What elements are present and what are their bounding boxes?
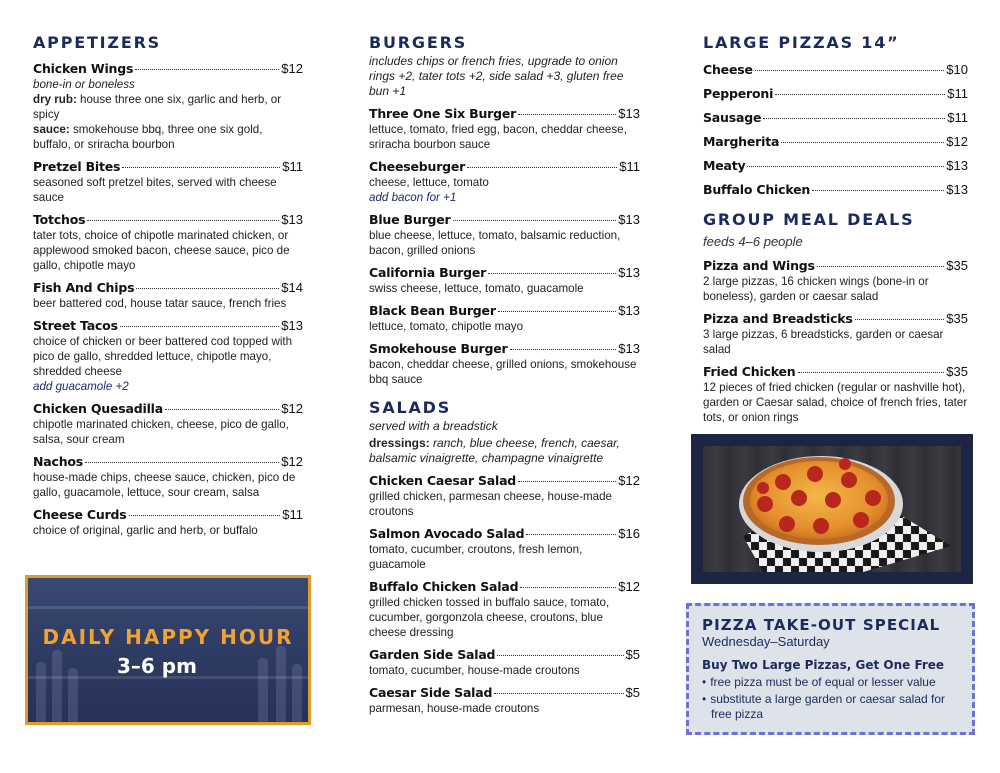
menu-item-price: $13 [281,318,303,333]
dot-leader [763,118,945,119]
dot-leader [518,481,616,482]
menu-item [703,157,968,174]
menu-item-description: blue cheese, lettuce, tomato, balsamic reduction, bacon, grilled onions [369,229,621,257]
burgers-note: includes chips or french fries, upgrade to onion rings +2, tater tots +2, side salad +3, gluten free bun +1 [369,54,624,98]
menu-item-price: $11 [282,159,303,174]
pizza-photo [703,446,961,572]
dressings-label: dressings: [369,436,430,450]
menu-item-header [703,61,968,78]
menu-item-name: Street Tacos [33,318,118,333]
menu-item [369,265,640,296]
takeout-special-days: Wednesday–Saturday [702,634,830,649]
menu-item-header [33,280,303,296]
menu-item [703,364,968,425]
menu-item-name: Smokehouse Burger [369,341,508,356]
menu-item [33,61,303,152]
menu-item-price: $35 [946,258,968,273]
menu-item-price: $13 [281,212,303,227]
menu-item-description: beer battered cod, house tatar sauce, french fries [33,297,287,310]
menu-item [33,212,303,273]
menu-item-header [369,303,640,319]
menu-item-description: 12 pieces of fried chicken (regular or nashville hot), garden or Caesar salad, choice of french fries, tater tots, or onion rings [703,381,968,424]
menu-item-header [703,311,968,327]
menu-item [369,685,640,716]
menu-item-name: Chicken Caesar Salad [369,473,517,488]
menu-item-price: $16 [618,526,640,541]
salads-section [369,397,640,716]
menu-item-name: Blue Burger [369,212,451,227]
menu-item-header [33,61,303,77]
menu-item-header [369,212,640,228]
menu-item-price: $13 [618,265,640,280]
menu-item-name: Pizza and Wings [703,258,815,273]
burgers-salads-column [369,32,640,716]
dot-leader [87,220,279,221]
menu-item-description: seasoned soft pretzel bites, served with cheese sauce [33,176,277,204]
option-text: smokehouse bbq, three one six gold, buffalo, or sriracha bourbon [33,123,263,151]
dot-leader [518,114,616,115]
dot-leader [520,587,616,588]
menu-item-description: 2 large pizzas, 16 chicken wings (bone-in or boneless), garden or caesar salad [703,275,929,303]
dot-leader [467,167,617,168]
large-pizzas-title: LARGE PIZZAS 14” [703,33,900,52]
menu-item-price: $35 [946,311,968,326]
menu-item-header [703,181,968,198]
menu-item [369,303,640,334]
menu-item-price: $11 [619,159,640,174]
menu-item-header [369,579,640,595]
menu-item-price: $13 [618,212,640,227]
menu-item [703,109,968,126]
menu-item [369,106,640,152]
menu-item-name: Sausage [703,110,762,125]
menu-item-header [369,341,640,357]
menu-item-price: $13 [946,158,968,173]
dot-leader [165,409,279,410]
menu-item [369,159,640,205]
menu-item-description: tater tots, choice of chipotle marinated chicken, or applewood smoked bacon, cheese sauce, pico de gallo, chipotle mayo [33,229,290,272]
menu-item-name: Buffalo Chicken [703,182,811,197]
menu-item-name: Buffalo Chicken Salad [369,579,519,594]
dot-leader [453,220,617,221]
salads-note: served with a breadstick [369,419,498,433]
menu-item-addon: add guacamole +2 [33,380,129,393]
option-label: dry rub: [33,93,77,106]
menu-item-name: Pepperoni [703,86,774,101]
menu-item-name: Pretzel Bites [33,159,121,174]
menu-item [369,647,640,678]
menu-item-description: 3 large pizzas, 6 breadsticks, garden or caesar salad [703,328,944,356]
dot-leader [798,372,945,373]
group-meals-subtitle: feeds 4–6 people [703,234,803,249]
menu-item-option [33,122,303,152]
menu-item-name: Cheese [703,62,753,77]
condition-item: • free pizza must be of equal or lesser value [702,675,959,690]
menu-item-name: Salmon Avocado Salad [369,526,525,541]
menu-item-description: parmesan, house-made croutons [369,702,540,715]
dot-leader [775,94,945,95]
menu-item-name: Pizza and Breadsticks [703,311,853,326]
menu-item-name: Fish And Chips [33,280,135,295]
menu-item-header [703,364,968,380]
menu-item-header [33,454,303,470]
salads-list [369,473,640,716]
menu-item [33,159,303,205]
menu-item-header [369,265,640,281]
dot-leader [755,70,945,71]
appetizers-list [33,61,303,538]
menu-item-name: Fried Chicken [703,364,796,379]
menu-item-option [33,92,303,122]
menu-item-name: California Burger [369,265,487,280]
option-text: house three one six, garlic and herb, or spicy [33,93,282,121]
menu-item-header [703,133,968,150]
menu-item-name: Nachos [33,454,84,469]
menu-item-description: lettuce, tomato, chipotle mayo [369,320,524,333]
menu-item-price: $11 [947,110,968,125]
burgers-title: BURGERS [369,33,468,52]
takeout-special-deal: Buy Two Large Pizzas, Get One Free [702,658,945,672]
menu-item-addon: add bacon for +1 [369,191,457,204]
menu-item-name: Meaty [703,158,746,173]
dot-leader [747,166,944,167]
appetizers-title: APPETIZERS [33,33,162,52]
dot-leader [855,319,945,320]
happy-hour-time: 3–6 pm [117,654,197,678]
menu-item-name: Totchos [33,212,86,227]
menu-item-description: grilled chicken tossed in buffalo sauce, tomato, cucumber, gorgonzola cheese, croutons, blue cheese dressing [369,596,610,639]
pizza-illustration [703,446,961,572]
menu-item-price: $35 [946,364,968,379]
menu-item [703,311,968,357]
menu-item-price: $12 [946,134,968,149]
menu-item-name: Chicken Quesadilla [33,401,163,416]
burgers-section [369,32,640,387]
menu-item-price: $12 [281,454,303,469]
menu-item-name: Black Bean Burger [369,303,496,318]
menu-item-price: $12 [281,401,303,416]
menu-item-description: grilled chicken, parmesan cheese, house-made croutons [369,490,612,518]
menu-item-description: swiss cheese, lettuce, tomato, guacamole [369,282,584,295]
happy-hour-title: DAILY HAPPY HOUR [42,625,294,649]
large-pizzas-section [703,32,968,198]
menu-item-price: $10 [946,62,968,77]
menu-item-description: house-made chips, cheese sauce, chicken, pico de gallo, guacamole, lettuce, sour cream, salsa [33,471,296,499]
menu-item-description: tomato, cucumber, croutons, fresh lemon, guacamole [369,543,583,571]
group-meals-list [703,258,968,425]
menu-item-price: $12 [618,473,640,488]
menu-item-header [33,159,303,175]
dressings-list: ranch, blue cheese, french, caesar, balsamic vinaigrette, champagne vinaigrette [369,436,620,465]
group-meals-section [703,209,968,425]
dot-leader [812,190,944,191]
menu-item [703,133,968,150]
menu-item-description: chipotle marinated chicken, cheese, pico de gallo, salsa, sour cream [33,418,289,446]
menu-item-description: lettuce, tomato, fried egg, bacon, cheddar cheese, sriracha bourbon sauce [369,123,627,151]
menu-item-description: choice of chicken or beer battered cod topped with pico de gallo, shredded lettuce, chipotle mayo, shredded cheese [33,335,293,378]
menu-item-header [703,85,968,102]
menu-item [703,61,968,78]
menu-item-name: Garden Side Salad [369,647,496,662]
dot-leader [510,349,617,350]
menu-item-name: Three One Six Burger [369,106,517,121]
menu-item [33,280,303,311]
menu-item-price: $5 [625,685,640,700]
menu-item-header [703,109,968,126]
menu-item [703,258,968,304]
salads-dressings [369,436,640,466]
menu-item [33,454,303,500]
dot-leader [120,326,279,327]
menu-item-name: Cheeseburger [369,159,466,174]
dot-leader [488,273,616,274]
menu-item-price: $5 [625,647,640,662]
menu-item-name: Margherita [703,134,780,149]
dot-leader [129,515,281,516]
menu-item-description: cheese, lettuce, tomato [369,176,489,189]
takeout-special-title: PIZZA TAKE-OUT SPECIAL [702,616,941,634]
menu-item-name: Caesar Side Salad [369,685,493,700]
takeout-special-box [686,603,975,735]
dot-leader [498,311,617,312]
option-label: sauce: [33,123,70,136]
group-meals-title: GROUP MEAL DEALS [703,210,915,229]
menu-item [369,579,640,640]
menu-item-header [369,685,640,701]
menu-item [33,507,303,538]
menu-item [33,318,303,394]
menu-item [369,526,640,572]
dot-leader [85,462,279,463]
menu-item-header [369,647,640,663]
menu-item-price: $13 [618,106,640,121]
menu-item-price: $11 [947,86,968,101]
menu-item-price: $13 [618,341,640,356]
pizzas-list [703,61,968,198]
salads-title: SALADS [369,398,452,417]
menu-item-description: bone-in or boneless [33,78,135,91]
dot-leader [526,534,616,535]
happy-hour-banner [25,575,311,725]
dot-leader [136,288,279,289]
menu-item-header [369,526,640,542]
menu-item-header [369,106,640,122]
dot-leader [135,69,279,70]
menu-item-header [33,507,303,523]
menu-item-price: $12 [281,61,303,76]
menu-item [369,473,640,519]
condition-item: • substitute a large garden or caesar salad for free pizza [702,692,959,722]
menu-item-price: $13 [618,303,640,318]
dot-leader [781,142,944,143]
menu-item-header [33,401,303,417]
menu-item [703,181,968,198]
dot-leader [122,167,280,168]
takeout-special-conditions [702,675,959,722]
menu-item [369,212,640,258]
menu-item-header [703,258,968,274]
dot-leader [817,266,945,267]
menu-item-price: $12 [618,579,640,594]
menu-item [703,85,968,102]
menu-item-header [369,473,640,489]
menu-item-name: Chicken Wings [33,61,134,76]
burgers-list [369,106,640,387]
menu-item-name: Cheese Curds [33,507,127,522]
menu-item-price: $13 [946,182,968,197]
menu-item-header [703,157,968,174]
pizzas-column [703,32,968,425]
menu-item-price: $11 [282,507,303,522]
appetizers-section [33,32,303,538]
menu-item-header [33,318,303,334]
menu-item-description: choice of original, garlic and herb, or buffalo [33,524,258,537]
menu-item [33,401,303,447]
menu-item-price: $14 [281,280,303,295]
dot-leader [494,693,623,694]
menu-item-header [369,159,640,175]
menu-item-description: tomato, cucumber, house-made croutons [369,664,580,677]
menu-item-header [33,212,303,228]
dot-leader [497,655,623,656]
menu-item-description: bacon, cheddar cheese, grilled onions, smokehouse bbq sauce [369,358,637,386]
menu-item [369,341,640,387]
pizza-photo-frame [691,434,973,584]
